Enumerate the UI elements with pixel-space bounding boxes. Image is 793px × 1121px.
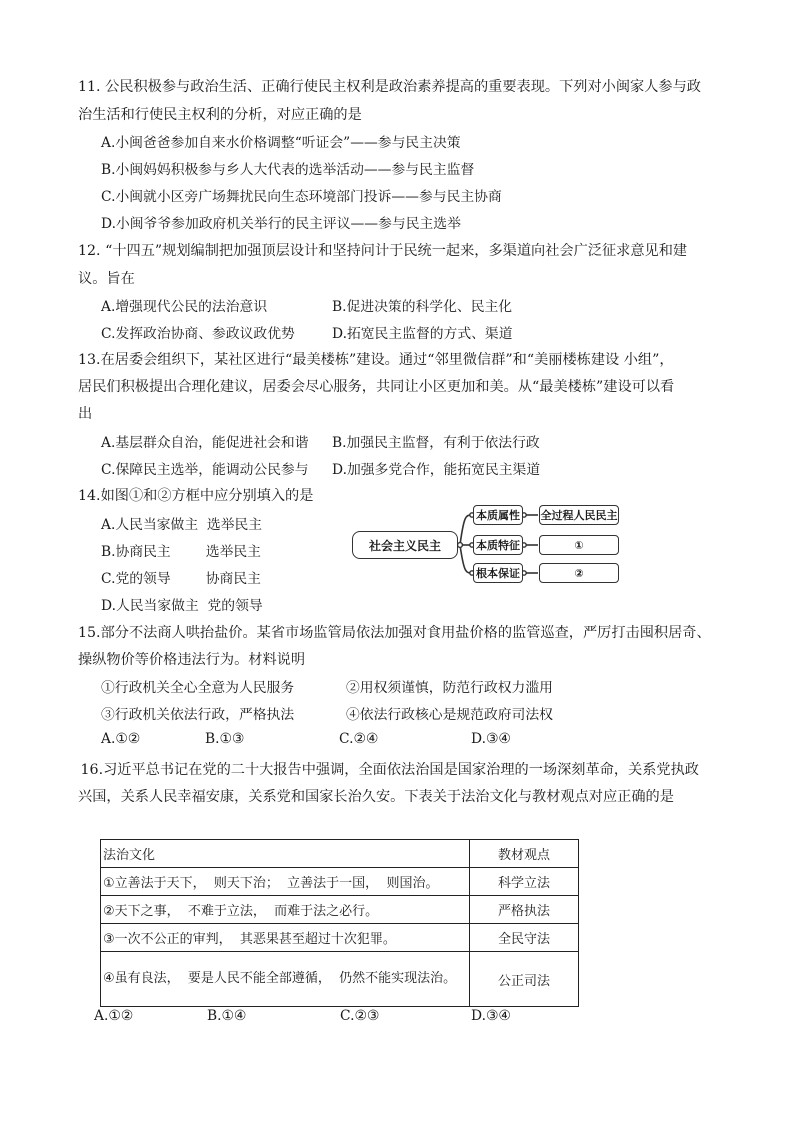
q13-option-b: B.加强民主监督，有利于依法行政	[332, 435, 540, 451]
table-cell-viewpoint: 严格执法	[470, 896, 579, 924]
q15-statement-2: ②用权须谨慎，防范行政权力滥用	[346, 680, 553, 696]
q12-stem-line2: 议。旨在	[78, 271, 135, 287]
q16-option-b: B.①④	[207, 1008, 247, 1024]
q14-option-d: D.人民当家做主 党的领导	[101, 598, 263, 614]
q14-option-a: A.人民当家做主 选举民主	[101, 517, 263, 533]
rule-of-law-culture-table	[100, 839, 579, 1007]
table-cell-quote: ①立善法于天下， 则天下治； 立善法于一国， 则国治。	[101, 868, 470, 896]
q11-option-b: B.小闽妈妈积极参与乡人大代表的选举活动——参与民主监督	[101, 162, 475, 178]
table-header-culture: 法治文化	[101, 840, 470, 868]
q15-statement-3: ③行政机关依法行政，严格执法	[101, 707, 295, 723]
table-row	[101, 952, 579, 1007]
q14-stem: 14.如图①和②方框中应分别填入的是	[78, 488, 314, 504]
mindmap-branch-essence-feature: 本质特征	[473, 535, 523, 555]
table-cell-quote: ②天下之事， 不难于立法， 而难于法之必行。	[101, 896, 470, 924]
table-cell-viewpoint: 全民守法	[470, 924, 579, 952]
mindmap-blank-1: ①	[539, 535, 619, 555]
table-cell-quote: ③一次不公正的审判， 其恶果甚至超过十次犯罪。	[101, 924, 470, 952]
mindmap-root-node: 社会主义民主	[352, 531, 458, 559]
q14-option-b: B.协商民主 选举民主	[101, 544, 261, 560]
table-header-row	[101, 840, 579, 868]
q12-option-b: B.促进决策的科学化、民主化	[332, 299, 513, 315]
table-cell-viewpoint: 科学立法	[470, 868, 579, 896]
q15-stem-line1: 15.部分不法商人哄抬盐价。某省市场监管局依法加强对食用盐价格的监管巡查，严厉打击囤积居奇、	[78, 625, 711, 641]
q14-option-c: C.党的领导 协商民主	[101, 571, 261, 587]
q15-statement-4: ④依法行政核心是规范政府司法权	[346, 707, 553, 723]
table-cell-quote: ④虽有良法， 要是人民不能全部遵循， 仍然不能实现法治。	[101, 952, 470, 1007]
q15-stem-line2: 操纵物价等价格违法行为。材料说明	[78, 652, 306, 668]
q13-stem-line3: 出	[78, 406, 93, 422]
q16-stem-line2: 兴国，关系人民幸福安康，关系党和国家长治久安。下表关于法治文化与教材观点对应正确的是	[78, 789, 674, 805]
q11-option-a: A.小闽爸爸参加自来水价格调整“听证会”——参与民主决策	[101, 135, 461, 151]
table-row	[101, 924, 579, 952]
table-cell-viewpoint: 公正司法	[470, 952, 579, 1007]
table-row	[101, 868, 579, 896]
q11-stem-line2: 治生活和行使民主权利的分析，对应正确的是	[78, 107, 362, 123]
q15-option-c: C.②④	[339, 731, 379, 747]
q16-option-a: A.①②	[94, 1008, 134, 1024]
q15-option-d: D.③④	[471, 731, 511, 747]
q16-option-c: C.②③	[340, 1008, 380, 1024]
mindmap-value-whole-process-democracy: 全过程人民民主	[539, 505, 619, 525]
table-header-viewpoint: 教材观点	[470, 840, 579, 868]
mindmap-branch-fundamental-guarantee: 根本保证	[473, 563, 523, 583]
q16-stem-line1: 16.习近平总书记在党的二十大报告中强调，全面依法治国是国家治理的一场深刻革命，关系党执政	[76, 762, 699, 778]
q16-option-d: D.③④	[471, 1008, 511, 1024]
q12-option-a: A.增强现代公民的法治意识	[101, 299, 268, 315]
q12-option-d: D.拓宽民主监督的方式、渠道	[332, 326, 513, 342]
mindmap-blank-2: ②	[539, 563, 619, 583]
q11-stem-line1: 11. 公民积极参与政治生活、正确行使民主权利是政治素养提高的重要表现。下列对小闽家人参与政	[78, 79, 701, 95]
q13-option-a: A.基层群众自治，能促进社会和谐	[101, 435, 309, 451]
q13-option-c: C.保障民主选举，能调动公民参与	[101, 462, 309, 478]
q12-stem-line1: 12. “十四五”规划编制把加强顶层设计和坚持问计于民统一起来，多渠道向社会广泛征求意见和建	[78, 243, 688, 259]
q11-option-c: C.小闽就小区旁广场舞扰民向生态环境部门投诉——参与民主协商	[101, 189, 502, 205]
q15-option-b: B.①③	[205, 731, 245, 747]
mindmap-branch-essence-attribute: 本质属性	[473, 505, 523, 525]
q13-stem-line2: 居民们积极提出合理化建议，居委会尽心服务，共同让小区更加和美。从“最美楼栋”建设可以看	[78, 379, 675, 395]
q12-option-c: C.发挥政治协商、参政议政优势	[101, 326, 295, 342]
q11-option-d: D.小闽爷爷参加政府机关举行的民主评议——参与民主选举	[101, 216, 461, 232]
table-row	[101, 896, 579, 924]
q15-statement-1: ①行政机关全心全意为人民服务	[101, 680, 295, 696]
q13-option-d: D.加强多党合作，能拓宽民主渠道	[332, 462, 541, 478]
q13-stem-line1: 13.在居委会组织下，某社区进行“最美楼栋”建设。通过“邻里微信群”和“美丽楼栋建设 小组”，	[78, 352, 674, 368]
q15-option-a: A.①②	[101, 731, 141, 747]
democracy-mindmap	[352, 500, 624, 590]
